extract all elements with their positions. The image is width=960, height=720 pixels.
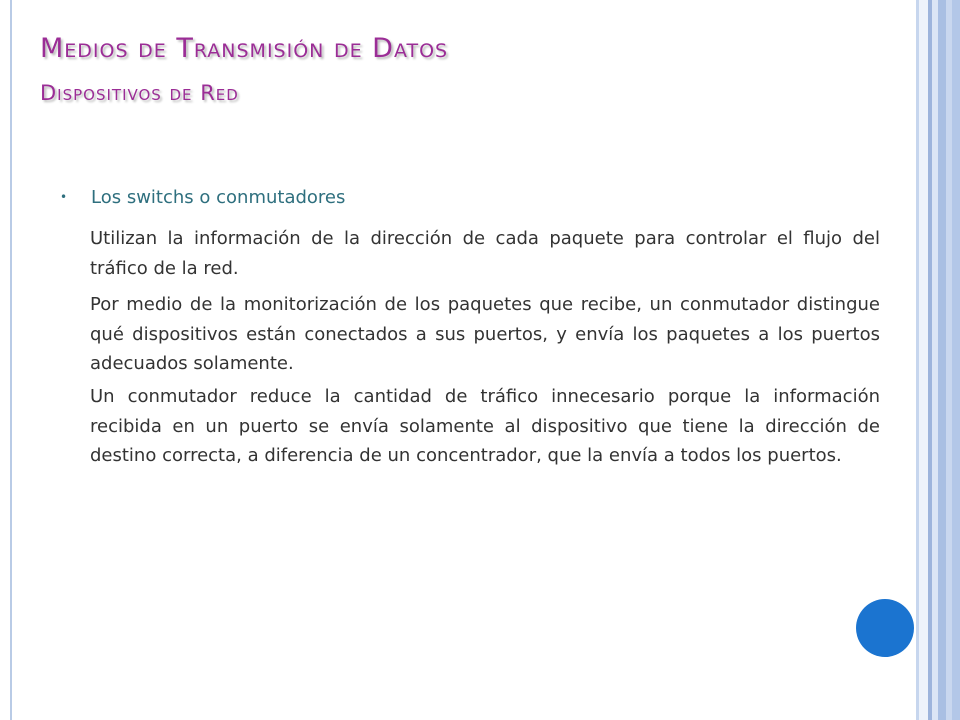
bullet-label: Los switchs o conmutadores	[91, 187, 346, 208]
right-frame-stripe	[919, 0, 928, 720]
slide-title: Medios de Transmisión de Datos	[40, 33, 449, 64]
bullet-item	[60, 187, 345, 208]
decorative-circle	[856, 599, 914, 657]
right-frame-stripe	[938, 0, 946, 720]
slide-subtitle: Dispositivos de Red	[40, 81, 239, 105]
right-frame-stripe	[952, 0, 960, 720]
body-paragraph: Por medio de la monitorización de los paquetes que recibe, un conmutador distingue qué dispositivos están conectados a sus puertos, y envía los paquetes a los puertos adecuados solamente.	[90, 294, 880, 374]
bullet-dot-icon: •	[60, 190, 68, 204]
left-frame-line	[10, 0, 12, 720]
body-paragraph: Un conmutador reduce la cantidad de tráfico innecesario porque la información recibida en un puerto se envía solamente al dispositivo que tiene la dirección de destino correcta, a diferencia de un concentrador, que la envía a todos los puertos.	[90, 386, 880, 466]
body-paragraph: Utilizan la información de la dirección de cada paquete para controlar el flujo del tráfico de la red.	[90, 228, 880, 279]
